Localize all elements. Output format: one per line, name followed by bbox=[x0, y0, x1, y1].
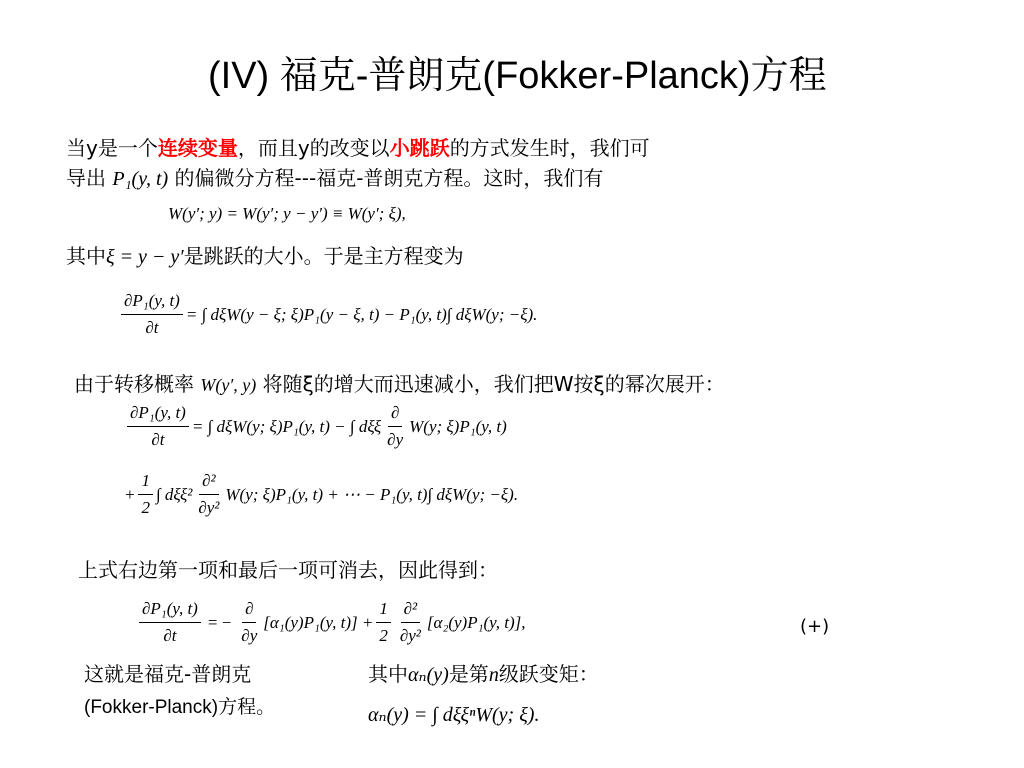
jump-size-line bbox=[66, 242, 464, 271]
conclusion-line-2: (Fokker-Planck)方程。 bbox=[84, 697, 276, 718]
intro-text: 的方式发生时，我们可 bbox=[449, 136, 650, 160]
intro-line-2 bbox=[66, 164, 603, 193]
expansion-rhs-part: W(y; ξ)P₁(y, t) + ⋯ − P₁(y, t)∫ dξW(y; −ξ). bbox=[225, 484, 519, 504]
moment-symbol: αₙ(y) bbox=[408, 664, 449, 686]
half-fraction: $\frac{1}{2}$ bbox=[376, 598, 391, 647]
jump-size-math: ξ = y − y′ bbox=[106, 246, 184, 268]
moment-order: n bbox=[488, 664, 499, 686]
lhs-fraction: $\frac{\text{∂P₁(y, t)}}{\partial t}$ bbox=[139, 598, 201, 647]
moment-definition-line bbox=[368, 660, 599, 689]
intro-text: 的偏微分方程---福克-普朗克方程。这时，我们有 bbox=[174, 166, 604, 190]
half-fraction: $\frac{1}{2}$ bbox=[138, 470, 153, 519]
jump-text: 是跳跃的大小。于是主方程变为 bbox=[183, 244, 464, 268]
second-derivative-fraction: $\frac{\text{∂²}}{\text{∂y²}}$ bbox=[198, 471, 220, 517]
expansion-equation-2: + $\frac{1}{2}$ ∫ dξξ² $\frac{\text{∂²}}{\text{∂y²}}$ W(y; ξ)P₁(y, t) + ⋯ − P₁(y, t)∫ dξW(y; −ξ). bbox=[124, 471, 519, 517]
moment-text: 是第 bbox=[448, 662, 489, 686]
expansion-intro-line bbox=[74, 370, 725, 399]
transition-rate-equation: W(y′; y) = W(y′; y − y′) ≡ W(y′; ξ), bbox=[168, 204, 406, 223]
expansion-rhs-part: W(y; ξ)P₁(y, t) bbox=[409, 416, 507, 436]
expansion-equation-1 bbox=[124, 402, 507, 451]
expansion-rhs-part: ∫ dξξ² bbox=[155, 484, 193, 504]
moment-text: 级跃变矩： bbox=[498, 662, 599, 686]
moment-text: 其中 bbox=[368, 662, 408, 686]
partial-derivative-fraction: $\frac{\partial}{\partial y}$ bbox=[241, 599, 258, 645]
conclusion-line-1: 这就是福克-普朗克 bbox=[84, 662, 252, 686]
highlight-small-jump: 小跳跃 bbox=[389, 136, 450, 160]
jump-text: 其中 bbox=[66, 244, 106, 268]
diffusion-term: [α₂(y)P₁(y, t)], bbox=[426, 612, 526, 632]
expansion-text: 由于转移概率 bbox=[74, 372, 194, 396]
second-derivative-fraction: $\frac{\text{∂²}}{\text{∂y²}}$ bbox=[399, 599, 421, 645]
lhs-fraction: $\frac{\text{∂P₁(y, t)}}{\partial t}$ bbox=[121, 290, 183, 339]
moment-formula: αₙ(y) = ∫ dξξⁿW(y; ξ). bbox=[368, 704, 540, 726]
cancellation-line: 上式右边第一项和最后一项可消去，因此得到： bbox=[78, 558, 498, 582]
expansion-text: 将随ξ的增大而迅速减小，我们把W按ξ的幂次展开： bbox=[262, 372, 725, 396]
transition-probability-math: W(y′, y) bbox=[200, 375, 257, 395]
fokker-planck-equation: $\frac{\text{∂P₁(y, t)}}{\partial t}$ = − $\frac{\partial}{\partial y}$ [α₁(y)P₁(y, t)] + $\frac{1}{2}$ $\frac{\text{∂²}}{\text{∂y²}}$ [α₂(y)P₁(y, t)], bbox=[136, 598, 526, 647]
intro-text: ，而且y的改变以 bbox=[237, 136, 390, 160]
master-equation-rhs: = ∫ dξW(y − ξ; ξ)P₁(y − ξ, t) − P₁(y, t)∫ dξW(y; −ξ). bbox=[185, 304, 538, 324]
intro-text: 导出 bbox=[66, 166, 106, 190]
slide-title: (IV) 福克-普朗克(Fokker-Planck)方程 bbox=[208, 55, 827, 97]
partial-derivative-fraction: $\frac{\partial}{\partial y}$ bbox=[387, 403, 404, 449]
master-equation bbox=[118, 290, 537, 339]
drift-term: [α₁(y)P₁(y, t)] + bbox=[263, 612, 374, 632]
expansion-rhs-part: = ∫ dξW(y; ξ)P₁(y, t) − ∫ dξξ bbox=[191, 416, 382, 436]
equation-tag: (+) bbox=[800, 616, 830, 637]
lhs-fraction: $\frac{\text{∂P₁(y, t)}}{\partial t}$ bbox=[127, 402, 189, 451]
intro-text: 当y是一个 bbox=[66, 136, 158, 160]
highlight-continuous-variable: 连续变量 bbox=[157, 136, 238, 160]
probability-symbol: P₁(y, t) bbox=[112, 168, 169, 190]
intro-line-1 bbox=[66, 134, 650, 162]
